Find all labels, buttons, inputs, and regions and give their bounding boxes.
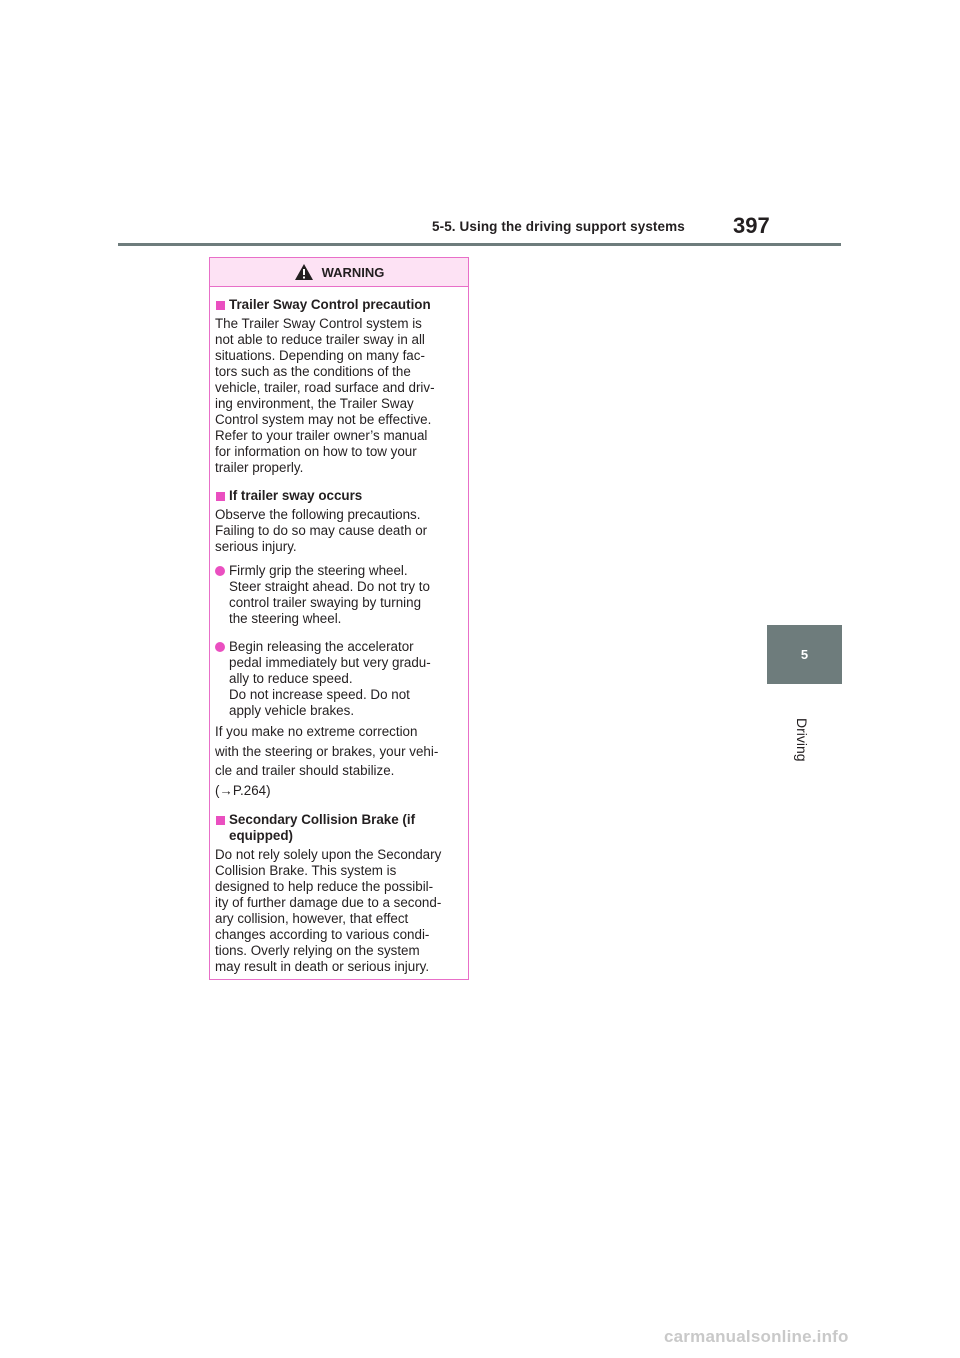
warning-header: [210, 258, 468, 287]
section-title: 5-5. Using the driving support systems: [432, 219, 685, 234]
square-bullet-icon: [216, 301, 225, 310]
page-number: 397: [733, 213, 770, 238]
section-heading: If trailer sway occurs: [215, 488, 463, 504]
section-text: The Trailer Sway Control system is not able to reduce trailer sway in all situations. Depending on many fac- tors such as the conditions of the vehicle, trailer, road surface and driv- ing environment, the Trailer Sway Control system may not be effective. Refer to your trailer owner’s manual for information on how to tow your trailer properly.: [215, 316, 435, 475]
section-closing-text: If you make no extreme correction with the steering or brakes, your vehi- cle and trailer should stabilize. (→P.264): [215, 724, 439, 798]
section-text: Do not rely solely upon the Secondary Collision Brake. This system is designed to help reduce the possibil- ity of further damage due to a second- ary collision, however, that effect changes according to various condi- tions. Overly relying on the system may result in death or serious injury.: [215, 847, 442, 974]
warning-label: WARNING: [321, 264, 385, 280]
chapter-tab: [767, 625, 842, 684]
watermark: carmanualsonline.info: [664, 1327, 849, 1346]
warning-body: [210, 287, 463, 975]
square-bullet-icon: [216, 816, 225, 825]
warning-box: [209, 257, 469, 980]
section-heading: Trailer Sway Control precaution: [215, 297, 463, 313]
warning-triangle-icon: [294, 263, 314, 281]
header-rule: [118, 243, 841, 246]
section-heading: Secondary Collision Brake (if equipped): [215, 812, 463, 844]
square-bullet-icon: [216, 492, 225, 501]
list-item: Firmly grip the steering wheel. Steer straight ahead. Do not try to control trailer swaying by turning the steering wheel.: [215, 563, 463, 627]
chapter-number: 5: [800, 647, 809, 662]
section-text: Observe the following precautions. Failing to do so may cause death or serious injury.: [215, 507, 428, 554]
circle-bullet-icon: [215, 642, 225, 652]
list-item: Begin releasing the accelerator pedal immediately but very gradu- ally to reduce speed. Do not increase speed. Do not apply vehicle brakes.: [215, 639, 463, 719]
circle-bullet-icon: [215, 566, 225, 576]
chapter-label: Driving: [794, 718, 810, 762]
